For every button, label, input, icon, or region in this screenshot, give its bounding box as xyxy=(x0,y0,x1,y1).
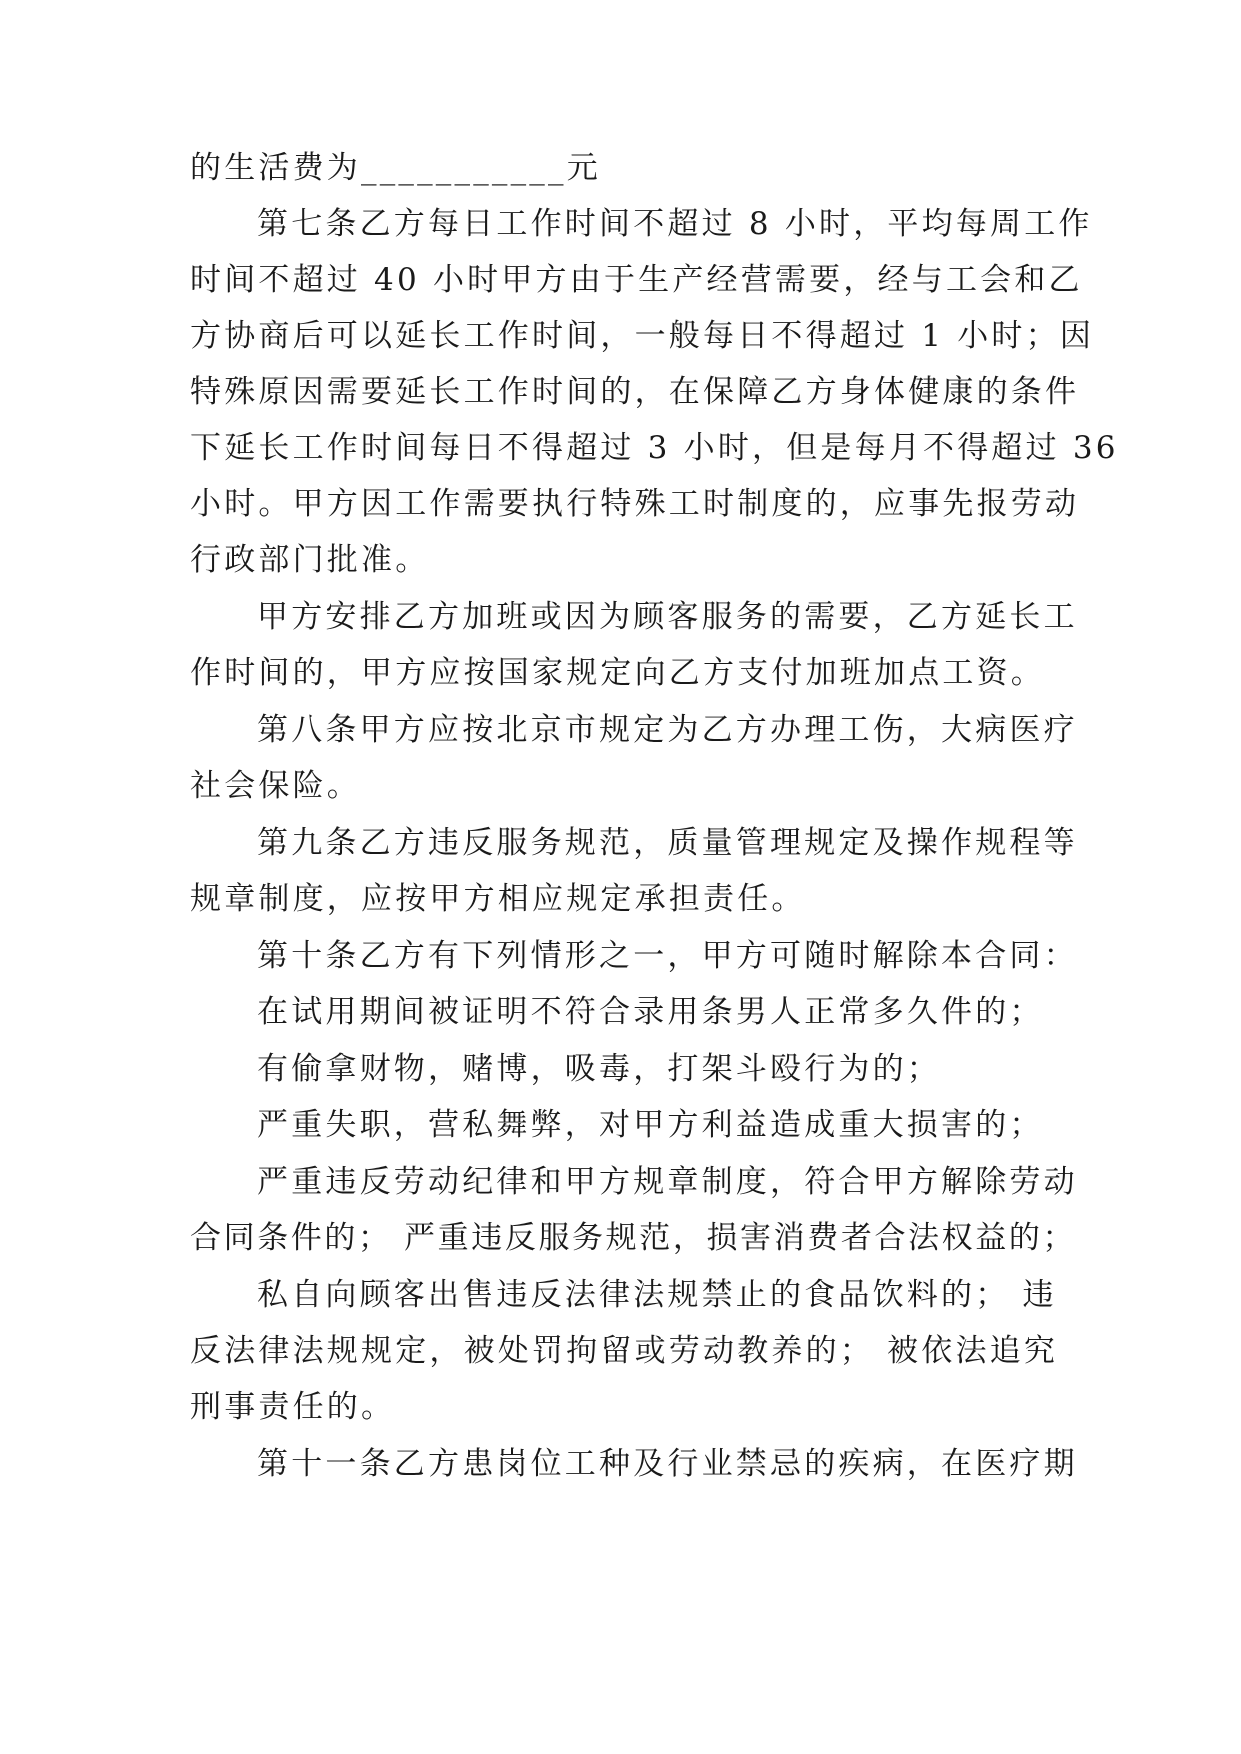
text-line: 合同条件的； 严重违反服务规范，损害消费者合法权益的； xyxy=(190,1220,1077,1256)
text-line: 第十条乙方有下列情形之一，甲方可随时解除本合同： xyxy=(257,938,1078,974)
text-line: 甲方安排乙方加班或因为顾客服务的需要，乙方延长工 xyxy=(257,599,1078,635)
text-line: 规章制度，应按甲方相应规定承担责任。 xyxy=(190,881,806,917)
text-line: 第九条乙方违反服务规范，质量管理规定及操作规程等 xyxy=(257,825,1078,861)
text-line: 反法律法规规定，被处罚拘留或劳动教养的； 被依法追究 xyxy=(190,1333,1059,1369)
text-line: 小时。甲方因工作需要执行特殊工时制度的，应事先报劳动 xyxy=(190,486,1080,522)
text-line: 作时间的，甲方应按国家规定向乙方支付加班加点工资。 xyxy=(190,655,1045,691)
text-line: 私自向顾客出售违反法律法规禁止的食品饮料的； 违 xyxy=(257,1277,1057,1313)
text-line: 在试用期间被证明不符合录用条男人正常多久件的； xyxy=(257,994,1044,1030)
text-line: 第七条乙方每日工作时间不超过 8 小时，平均每周工作 xyxy=(257,206,1093,242)
text-line: 社会保险。 xyxy=(190,768,361,804)
text-line: 方协商后可以延长工作时间，一般每日不得超过 1 小时；因 xyxy=(190,318,1095,354)
text-line: 严重失职，营私舞弊，对甲方利益造成重大损害的； xyxy=(257,1107,1044,1143)
text-line: 第八条甲方应按北京市规定为乙方办理工伤，大病医疗 xyxy=(257,712,1078,748)
text-line: 下延长工作时间每日不得超过 3 小时，但是每月不得超过 36 xyxy=(190,430,1119,466)
text-line: 的生活费为___________元 xyxy=(190,150,601,186)
text-line: 第十一条乙方患岗位工种及行业禁忌的疾病，在医疗期 xyxy=(257,1446,1078,1482)
text-line: 刑事责任的。 xyxy=(190,1389,396,1425)
text-line: 有偷拿财物，赌博，吸毒，打架斗殴行为的； xyxy=(257,1051,941,1087)
text-line: 特殊原因需要延长工作时间的，在保障乙方身体健康的条件 xyxy=(190,374,1080,410)
text-line: 时间不超过 40 小时甲方由于生产经营需要，经与工会和乙 xyxy=(190,262,1083,298)
text-line: 行政部门批准。 xyxy=(190,542,430,578)
text-line: 严重违反劳动纪律和甲方规章制度，符合甲方解除劳动 xyxy=(257,1164,1078,1200)
